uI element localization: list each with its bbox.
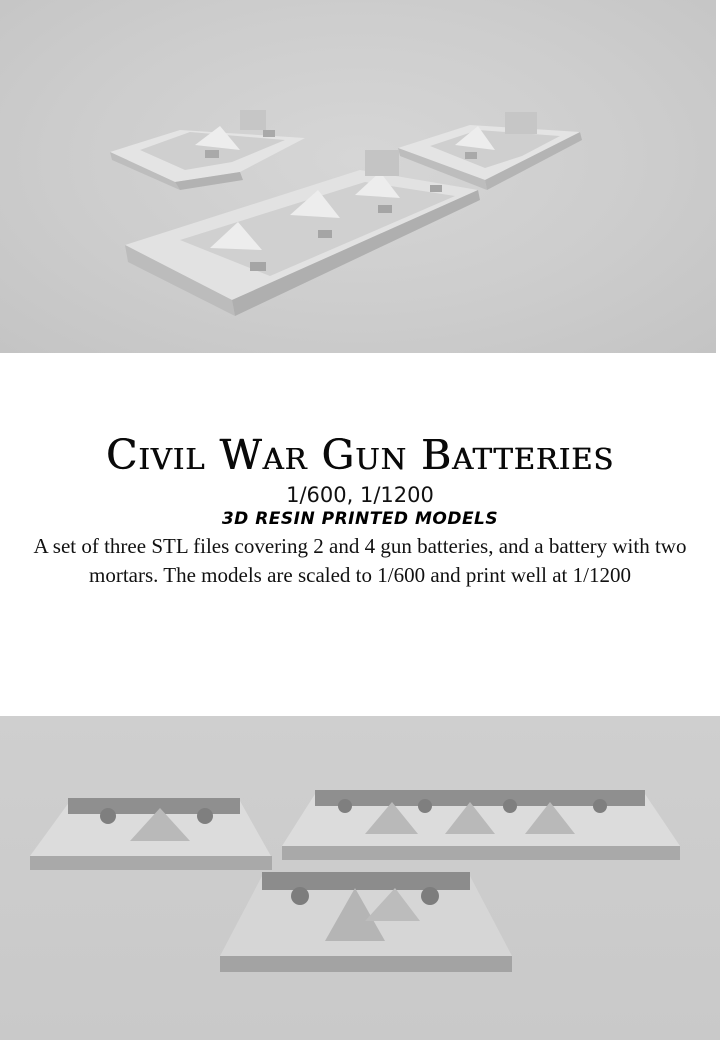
description-text: A set of three STL files covering 2 and 4 gun batteries, and a battery with two mortars. The models are scaled to 1/600 and print well at 1/1200 bbox=[33, 534, 687, 587]
battery-model-front-right bbox=[282, 790, 680, 860]
scale-line: 1/600, 1/1200 bbox=[286, 483, 434, 507]
battery-model-front-left bbox=[30, 798, 272, 870]
top-render-image bbox=[0, 0, 716, 353]
bottom-render-image bbox=[0, 716, 720, 1040]
page-title: Civil War Gun Batteries bbox=[105, 431, 615, 479]
description-block bbox=[0, 430, 720, 590]
battery-model-left bbox=[110, 110, 305, 190]
battery-model-front-center bbox=[220, 872, 512, 972]
battery-model-right bbox=[398, 112, 582, 190]
subtitle: 3D RESIN PRINTED MODELS bbox=[221, 509, 499, 529]
